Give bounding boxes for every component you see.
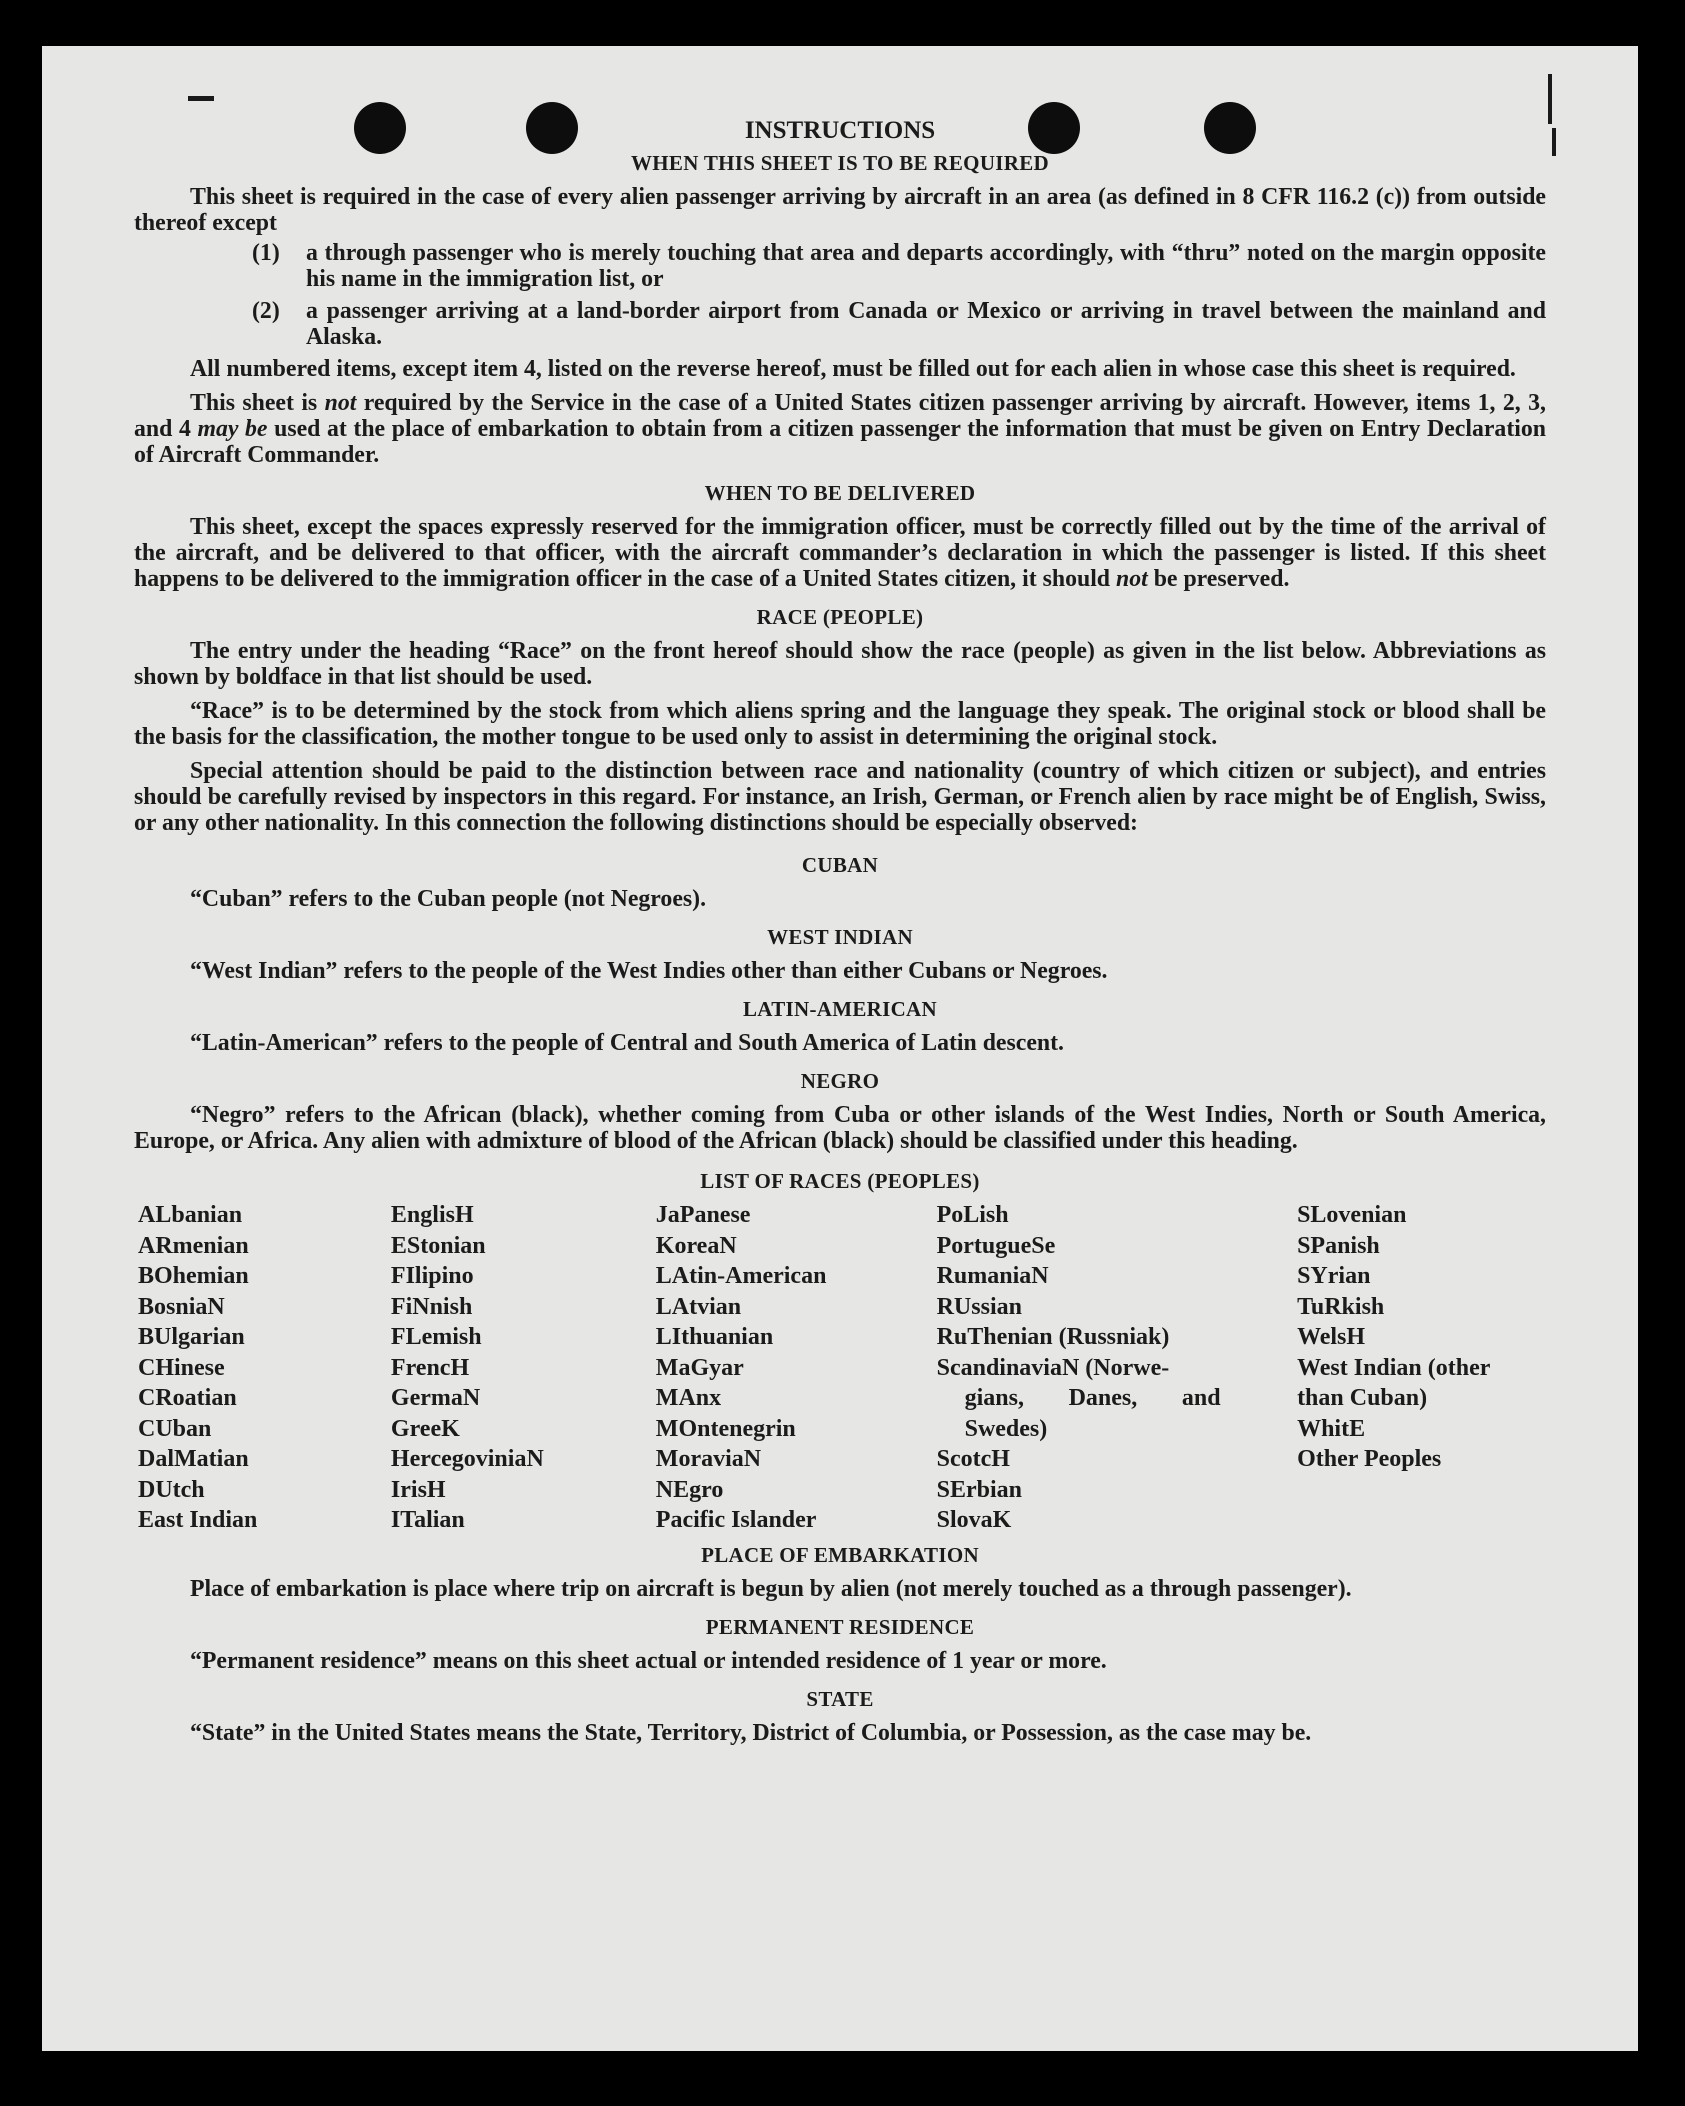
race-list [138, 1200, 1546, 1536]
margin-mark [188, 96, 214, 101]
race-entry: WhitE [1297, 1415, 1366, 1442]
race-entry-continuation [937, 1383, 1221, 1414]
race-entry: MOntenegrin [655, 1415, 796, 1442]
emphasis: may be [197, 416, 268, 442]
race-column-1 [138, 1200, 391, 1536]
race-entry: PortugueSe [936, 1232, 1056, 1259]
paragraph: “Race” is to be determined by the stock from which aliens spring and the language they speak. The original stock or blood shall be the basis for the classification, the mother tongue to be used only to assist in determining the original stock. [134, 698, 1546, 750]
race-column-5 [1297, 1200, 1546, 1536]
text-run: required by the Service in the case of a United States citizen passenger arriving by aircraft. However, items 1, 2, 3, and 4 [134, 390, 1546, 442]
race-column-4 [937, 1200, 1297, 1536]
race-entry: JaPanese [655, 1202, 751, 1228]
section-heading: LIST OF RACES (PEOPLES) [700, 1169, 980, 1193]
race-entry: RuThenian (Russniak) [936, 1324, 1170, 1350]
race-entry: LAtvian [655, 1293, 742, 1320]
section-heading: PERMANENT RESIDENCE [705, 1614, 975, 1639]
text-run: This sheet, except the spaces expressly reserved for the immigration officer, must be correctly filled out by the time of the arrival of the aircraft, and be delivered to that officer, with the aircraft commander’s declaration in which the passenger is listed. If this sheet happens to be delivered to the immigration officer in the case of a United States citizen, it should [134, 514, 1546, 592]
race-entry-continuation: than Cuban) [1297, 1385, 1428, 1411]
race-entry: HercegoviniaN [390, 1446, 544, 1472]
race-entry: BOhemian [138, 1263, 249, 1289]
race-entry: WelsH [1297, 1324, 1366, 1350]
race-column-3 [656, 1200, 937, 1536]
race-entry: DalMatian [138, 1446, 249, 1472]
instructions-content [134, 118, 1546, 1754]
text-run: This sheet is [190, 390, 325, 416]
item-number: (2) [252, 298, 280, 324]
race-entry: GermaN [390, 1385, 481, 1411]
paragraph: “Negro” refers to the African (black), whether coming from Cuba or other islands of the West Indies, North or South America, Europe, or Africa. Any alien with admixture of blood of the African (black) should be classified under this heading. [134, 1102, 1546, 1154]
text-run: be preserved. [1147, 566, 1290, 592]
paragraph [134, 514, 1546, 592]
race-entry: LIthuanian [655, 1324, 774, 1350]
race-entry: RUssian [936, 1293, 1022, 1320]
item-text: a through passenger who is merely touching that area and departs accordingly, with “thru” noted on the margin opposite his name in the immigration list, or [306, 240, 1546, 292]
section-heading: RACE (PEOPLE) [756, 605, 924, 629]
text-run: used at the place of embarkation to obtain from a citizen passenger the information that must be given on Entry Declaration of Aircraft Commander. [134, 416, 1546, 468]
race-entry: DUtch [138, 1476, 205, 1503]
race-entry: TuRkish [1297, 1293, 1385, 1320]
race-entry: East Indian [138, 1507, 258, 1533]
section-heading: CUBAN [801, 853, 879, 877]
race-entry: BUlgarian [138, 1324, 245, 1350]
race-entry: MAnx [655, 1385, 722, 1411]
section-heading: WEST INDIAN [767, 925, 913, 949]
paragraph: The entry under the heading “Race” on the front hereof should show the race (people) as given in the list below. Abbreviations as shown by boldface in that list should be used. [134, 638, 1546, 690]
paragraph: “State” in the United States means the State, Territory, District of Columbia, or Possession, as the case may be. [190, 1719, 1312, 1746]
race-entry: PoLish [936, 1202, 1009, 1228]
race-entry: CHinese [138, 1354, 225, 1381]
race-entry: ScandinaviaN (Norwe- [936, 1354, 1170, 1381]
race-entry: MaGyar [655, 1354, 744, 1381]
race-entry: NEgro [655, 1476, 724, 1503]
race-entry: ITalian [390, 1507, 465, 1533]
race-entry: FLemish [390, 1324, 482, 1350]
margin-mark [1552, 128, 1556, 156]
race-column-2 [391, 1200, 656, 1536]
numbered-item [134, 298, 1546, 350]
numbered-item [134, 240, 1546, 292]
race-entry: ScotcH [936, 1446, 1010, 1472]
race-entry: EnglisH [390, 1202, 474, 1228]
race-entry: RumaniaN [936, 1263, 1049, 1289]
text-run: gians, [964, 1385, 1024, 1411]
race-entry: SLovenian [1297, 1202, 1407, 1228]
race-entry: FIlipino [390, 1263, 474, 1289]
paragraph: “Permanent residence” means on this sheet actual or intended residence of 1 year or more. [190, 1647, 1107, 1674]
race-entry: FrencH [390, 1354, 470, 1381]
race-entry: CRoatian [138, 1385, 237, 1411]
paragraph: Place of embarkation is place where trip on aircraft is begun by alien (not merely touched as a through passenger). [190, 1575, 1352, 1602]
race-entry: IrisH [390, 1476, 446, 1503]
race-entry: West Indian (other [1297, 1354, 1491, 1381]
section-heading: WHEN TO BE DELIVERED [704, 481, 976, 505]
item-number: (1) [252, 240, 280, 266]
margin-mark [1548, 74, 1552, 124]
paragraph: “Latin-American” refers to the people of Central and South America of Latin descent. [190, 1030, 1064, 1056]
section-heading: STATE [806, 1686, 874, 1711]
paragraph: All numbered items, except item 4, listed on the reverse hereof, must be filled out for each alien in whose case this sheet is required. [190, 356, 1516, 382]
item-text: a passenger arriving at a land-border airport from Canada or Mexico or arriving in travel between the mainland and Alaska. [306, 298, 1546, 350]
section-heading: PLACE OF EMBARKATION [701, 1542, 979, 1567]
paragraph: Special attention should be paid to the distinction between race and nationality (country of which citizen or subject), and entries should be carefully revised by inspectors in this regard. For instance, an Irish, German, or French alien by race might be of English, Swiss, or any other nationality. In this connection the following distinctions should be especially observed: [134, 758, 1546, 836]
section-heading: NEGRO [800, 1069, 880, 1093]
paragraph: This sheet is required in the case of every alien passenger arriving by aircraft in an area (as defined in 8 CFR 116.2 (c)) from outside thereof except [134, 184, 1546, 236]
paragraph: “Cuban” refers to the Cuban people (not Negroes). [190, 886, 707, 912]
race-entry: LAtin-American [655, 1263, 827, 1289]
race-entry: BosniaN [138, 1293, 225, 1320]
race-entry: ARmenian [138, 1232, 249, 1259]
race-entry: EStonian [390, 1232, 486, 1259]
race-entry: SPanish [1297, 1232, 1380, 1259]
race-entry-continuation: Swedes) [964, 1415, 1048, 1442]
race-entry: Other Peoples [1297, 1446, 1442, 1472]
race-entry: SYrian [1297, 1263, 1371, 1289]
emphasis: not [1116, 566, 1148, 592]
race-entry: MoraviaN [655, 1446, 762, 1472]
race-entry: KoreaN [655, 1232, 737, 1259]
race-entry: CUban [138, 1415, 212, 1442]
section-heading: LATIN-AMERICAN [743, 997, 937, 1021]
race-entry: GreeK [390, 1415, 460, 1442]
paragraph [134, 390, 1546, 468]
text-run: Danes, [1068, 1385, 1138, 1411]
emphasis: not [324, 390, 357, 416]
race-entry: Pacific Islander [655, 1507, 817, 1533]
race-entry: FiNnish [390, 1293, 473, 1320]
paragraph: “West Indian” refers to the people of the West Indies other than either Cubans or Negroes. [190, 958, 1108, 984]
page-title: INSTRUCTIONS [744, 117, 936, 144]
text-run: and [1181, 1385, 1221, 1411]
section-heading: WHEN THIS SHEET IS TO BE REQUIRED [630, 151, 1049, 175]
race-entry: SErbian [936, 1476, 1022, 1503]
document-sheet [42, 46, 1638, 2051]
race-entry: ALbanian [138, 1202, 243, 1228]
race-entry: SlovaK [936, 1507, 1012, 1533]
